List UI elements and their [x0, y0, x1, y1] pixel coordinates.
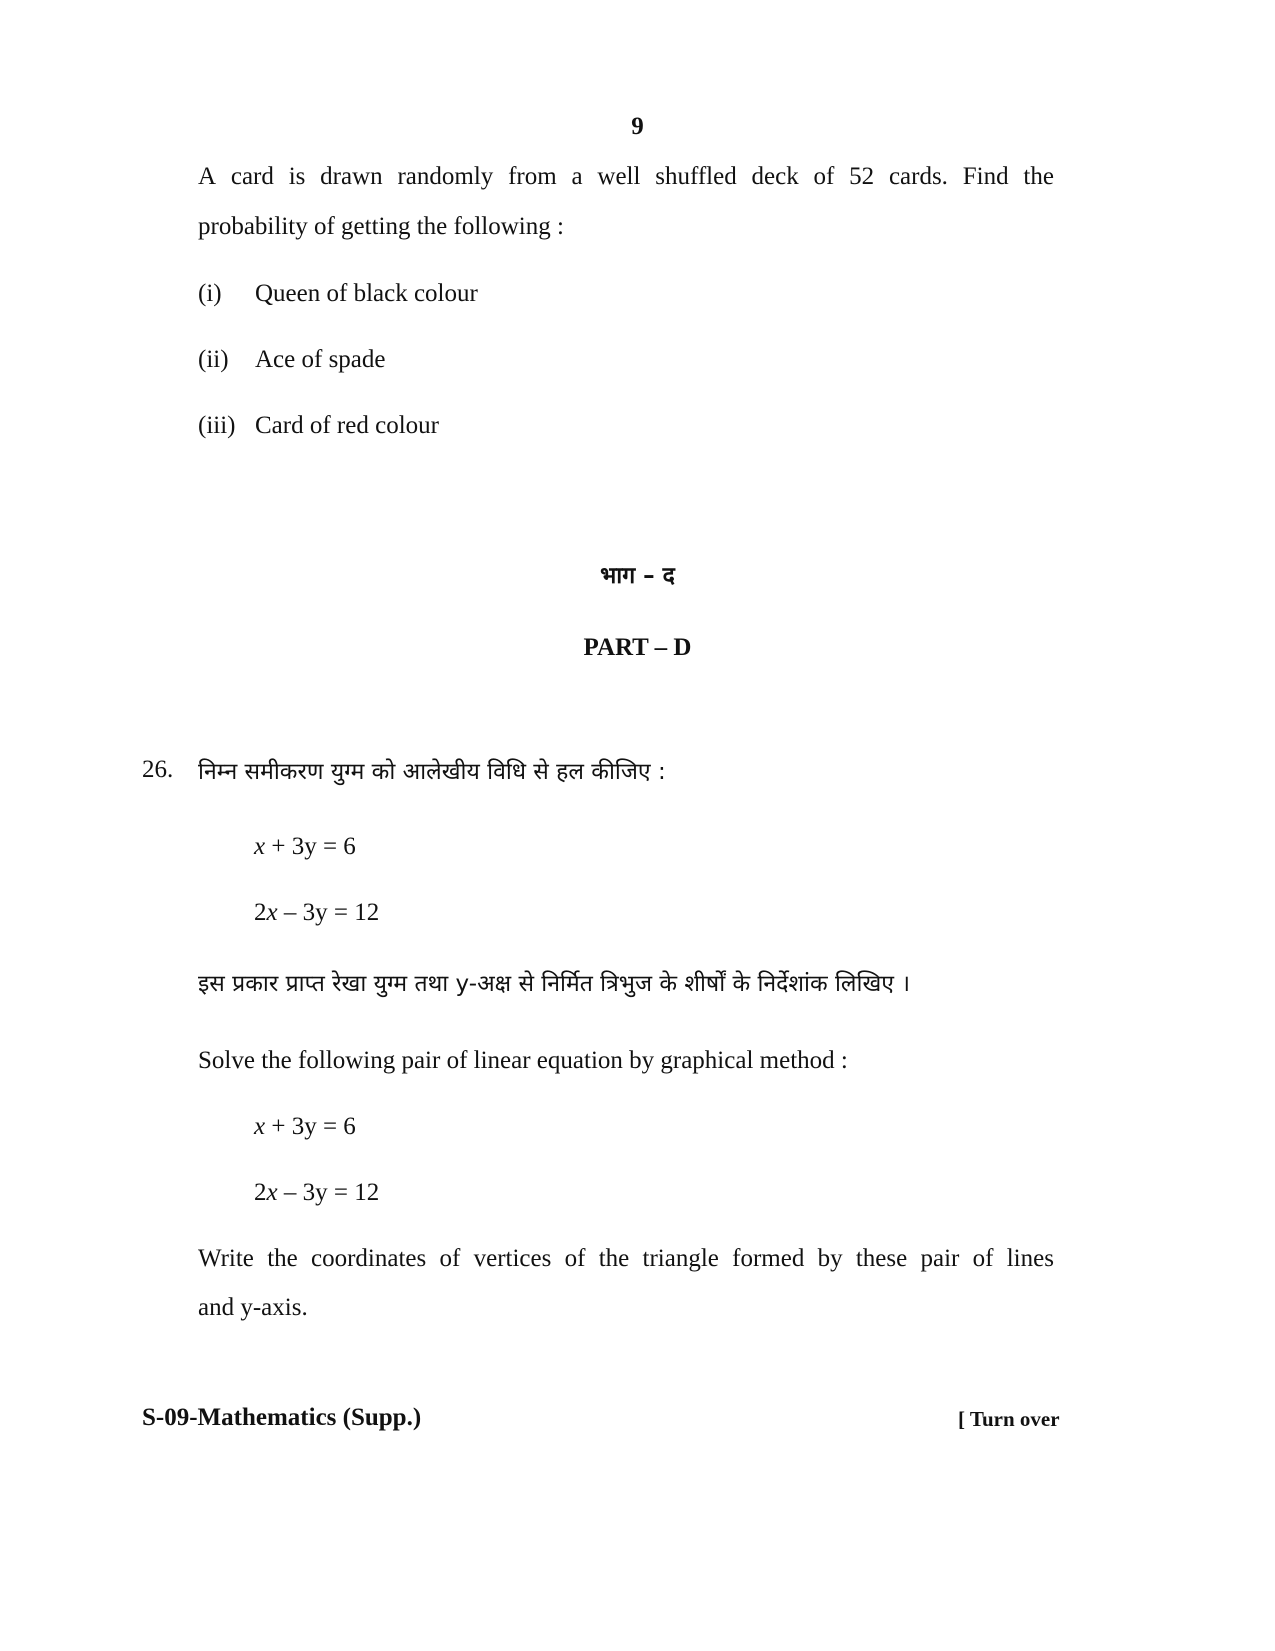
word: card: [230, 163, 274, 190]
eq-variable: x: [254, 833, 266, 860]
q26-equation-1-en: [254, 1112, 356, 1142]
eq-coeff: 2: [254, 899, 267, 926]
section-title-english: PART – D: [583, 634, 692, 661]
q25-stem-line1-text: [198, 162, 1054, 192]
word: well: [597, 163, 641, 190]
word: lines: [1006, 1245, 1054, 1272]
q25-stem-line2: probability of getting the following :: [198, 213, 564, 240]
q26-english-stem: Solve the following pair of linear equation by graphical method :: [198, 1047, 848, 1074]
eq-variable: x: [254, 1113, 266, 1140]
q25-option-text: Card of red colour: [255, 412, 439, 439]
word: shuffled: [655, 163, 737, 190]
q26-number: 26.: [142, 756, 174, 783]
word: of: [439, 1245, 461, 1272]
word: these: [855, 1245, 908, 1272]
q25-option-label: (i): [198, 280, 222, 307]
eq-rest: + 3y = 6: [265, 833, 356, 860]
word: is: [288, 163, 306, 190]
eq-variable: x: [266, 1179, 278, 1206]
word: by: [817, 1245, 843, 1272]
q26-hindi-stem: निम्न समीकरण युग्म को आलेखीय विधि से हल कीजिए :: [198, 759, 666, 785]
word: the: [1023, 163, 1054, 190]
footer-turn-over: [ Turn over: [958, 1407, 1060, 1431]
word: the: [598, 1245, 630, 1272]
q26-equation-2: [254, 898, 379, 928]
q26-equation-2-en: [254, 1178, 379, 1208]
footer-paper-code: S-09-Mathematics (Supp.): [142, 1404, 422, 1431]
word: Write: [198, 1245, 254, 1272]
q26-hindi-followup: इस प्रकार प्राप्त रेखा युग्म तथा y-अक्ष से निर्मित त्रिभुज के शीर्षों के निर्देशांक लिखिए ।: [198, 971, 911, 997]
q26-english-followup-line1-text: [198, 1244, 1054, 1274]
q25-option-label: (ii): [198, 346, 229, 373]
word: randomly: [397, 163, 494, 190]
word: of: [564, 1245, 586, 1272]
q25-option-label: (iii): [198, 412, 236, 439]
word: triangle: [642, 1245, 719, 1272]
word: 52: [849, 163, 875, 190]
eq-rest: + 3y = 6: [265, 1113, 356, 1140]
q25-stem-line1: [198, 162, 1054, 192]
word: deck: [751, 163, 799, 190]
eq-rest: – 3y = 12: [277, 899, 380, 926]
eq-variable: x: [266, 899, 278, 926]
word: formed: [732, 1245, 805, 1272]
q26-equation-1: [254, 832, 356, 862]
eq-coeff: 2: [254, 1179, 267, 1206]
word: the: [267, 1245, 298, 1272]
word: a: [571, 163, 583, 190]
word: from: [508, 163, 557, 190]
word: cards.: [888, 163, 948, 190]
eq-rest: – 3y = 12: [277, 1179, 380, 1206]
word: of: [972, 1245, 994, 1272]
word: pair: [920, 1245, 960, 1272]
word: coordinates: [311, 1245, 427, 1272]
q25-option-text: Ace of spade: [255, 346, 386, 373]
section-title-hindi: भाग – द: [600, 563, 675, 589]
word: drawn: [320, 163, 383, 190]
word: vertices: [473, 1245, 552, 1272]
q26-english-followup-line1: [198, 1244, 1054, 1274]
word: of: [813, 163, 835, 190]
q26-english-followup-line2: and y-axis.: [198, 1294, 308, 1321]
page-number: 9: [631, 113, 644, 140]
word: A: [198, 163, 217, 190]
q25-option-text: Queen of black colour: [255, 280, 478, 307]
word: Find: [962, 163, 1009, 190]
